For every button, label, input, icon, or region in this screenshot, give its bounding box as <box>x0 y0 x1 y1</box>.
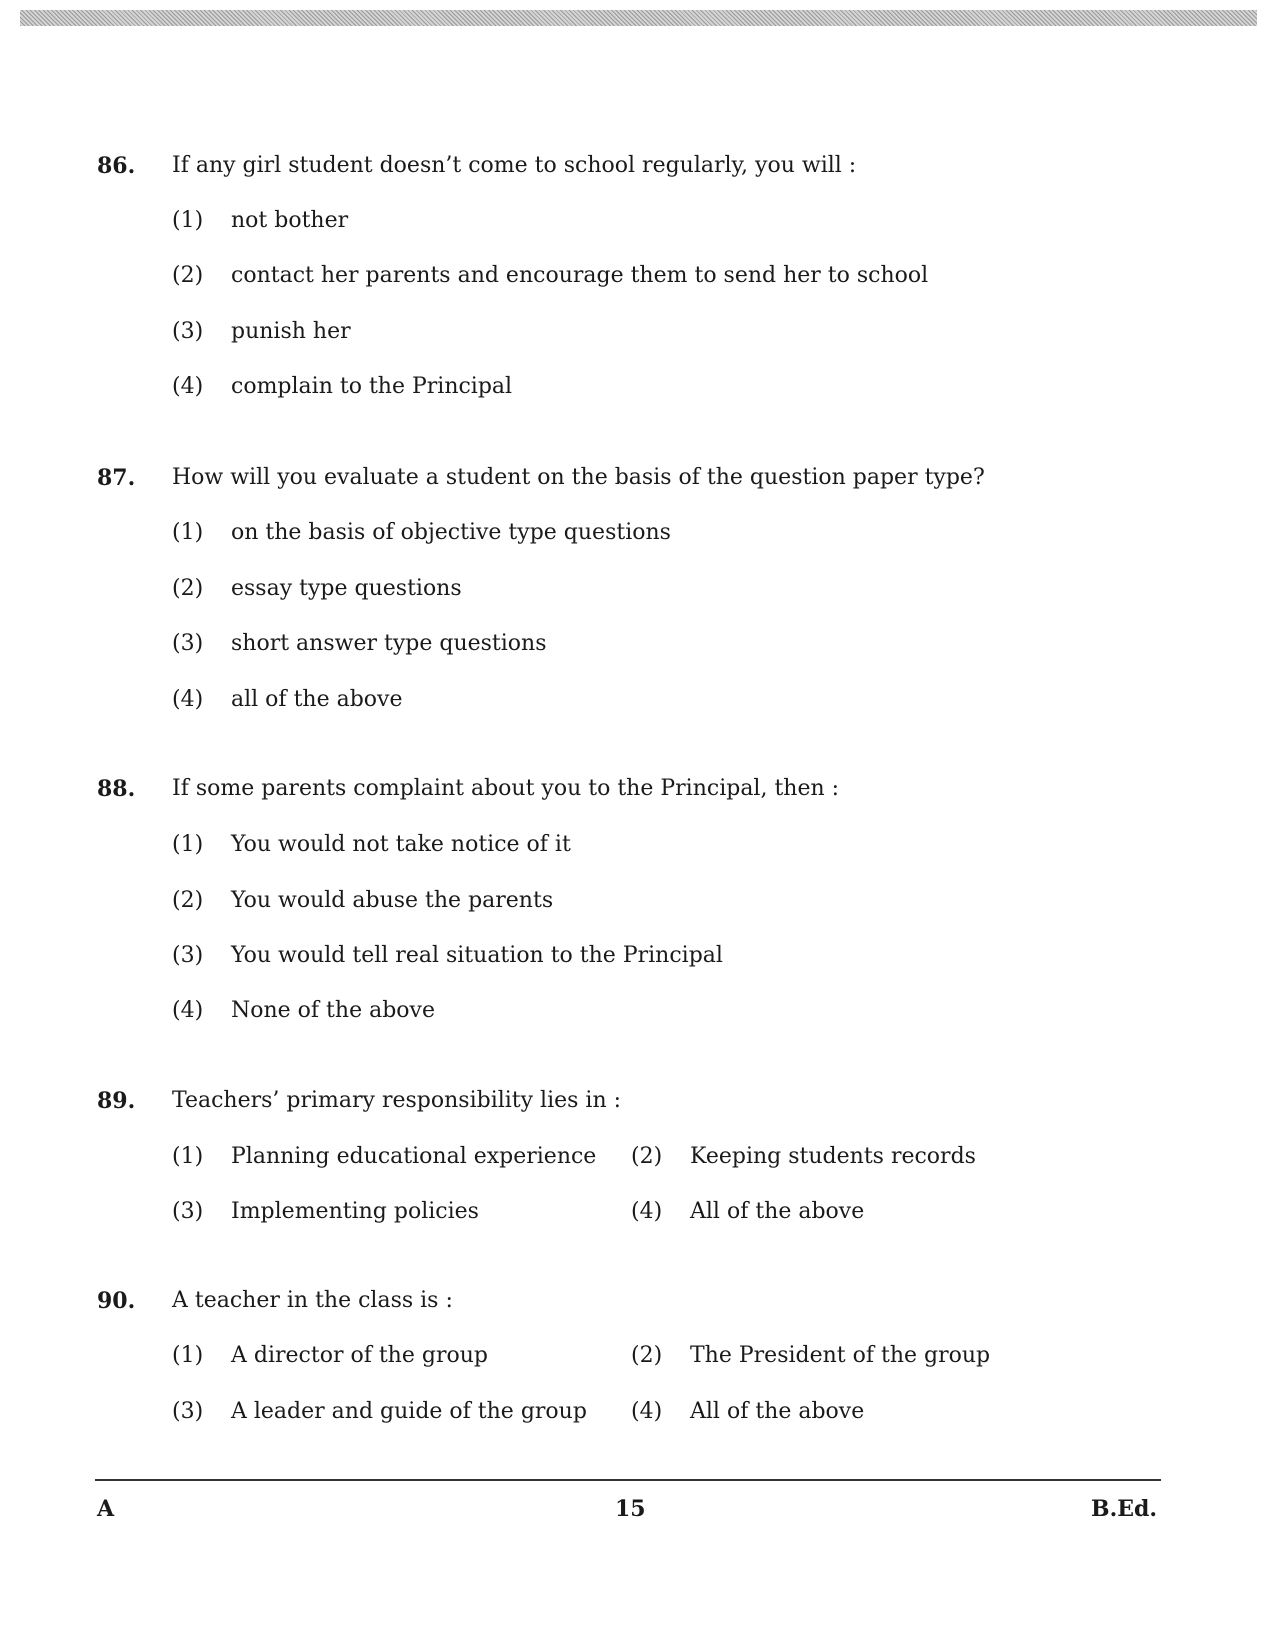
option-text: You would not take notice of it <box>231 832 571 857</box>
option-text: Planning educational experience <box>231 1144 597 1169</box>
option-text: None of the above <box>231 998 435 1023</box>
option-text: A director of the group <box>231 1343 488 1368</box>
question-number: 89. <box>97 1088 136 1114</box>
option-text: essay type questions <box>231 576 462 601</box>
option-label: (1) <box>172 208 204 233</box>
question-text: Teachers’ primary responsibility lies in : <box>172 1088 622 1113</box>
option-label: (2) <box>631 1343 663 1368</box>
question-text: If some parents complaint about you to the Principal, then : <box>172 776 840 801</box>
option-label: (3) <box>172 631 204 656</box>
option-text: complain to the Principal <box>231 374 513 399</box>
option-text: You would tell real situation to the Principal <box>231 943 723 968</box>
option-text: all of the above <box>231 687 403 712</box>
option-text: on the basis of objective type questions <box>231 520 671 545</box>
question-number: 87. <box>97 465 136 491</box>
question-text: A teacher in the class is : <box>172 1288 453 1313</box>
option-text: Implementing policies <box>231 1199 479 1224</box>
option-text: not bother <box>231 208 349 233</box>
option-label: (4) <box>172 374 204 399</box>
option-label: (3) <box>172 943 204 968</box>
option-label: (4) <box>631 1399 663 1424</box>
top-border-band <box>20 10 1257 26</box>
option-label: (4) <box>172 687 204 712</box>
question-number: 88. <box>97 776 136 802</box>
option-label: (2) <box>172 576 204 601</box>
footer-series: A <box>97 1496 115 1522</box>
option-text: punish her <box>231 319 351 344</box>
option-text: The President of the group <box>690 1343 991 1368</box>
option-text: short answer type questions <box>231 631 547 656</box>
question-text: How will you evaluate a student on the basis of the question paper type? <box>172 465 985 490</box>
question-number: 86. <box>97 153 136 179</box>
option-text: Keeping students records <box>690 1144 976 1169</box>
option-label: (1) <box>172 1144 204 1169</box>
option-label: (3) <box>172 319 204 344</box>
option-label: (1) <box>172 520 204 545</box>
option-label: (3) <box>172 1199 204 1224</box>
option-label: (2) <box>631 1144 663 1169</box>
option-text: A leader and guide of the group <box>231 1399 587 1424</box>
option-text: contact her parents and encourage them to send her to school <box>231 263 929 288</box>
option-label: (2) <box>172 263 204 288</box>
option-text: All of the above <box>690 1199 865 1224</box>
question-number: 90. <box>97 1288 136 1314</box>
option-label: (4) <box>172 998 204 1023</box>
footer-divider <box>95 1479 1161 1481</box>
option-label: (2) <box>172 888 204 913</box>
option-text: You would abuse the parents <box>231 888 554 913</box>
footer-course: B.Ed. <box>1091 1496 1158 1522</box>
option-label: (4) <box>631 1199 663 1224</box>
option-text: All of the above <box>690 1399 865 1424</box>
option-label: (3) <box>172 1399 204 1424</box>
question-text: If any girl student doesn’t come to school regularly, you will : <box>172 153 857 178</box>
option-label: (1) <box>172 1343 204 1368</box>
footer-page-number: 15 <box>615 1496 646 1522</box>
option-label: (1) <box>172 832 204 857</box>
